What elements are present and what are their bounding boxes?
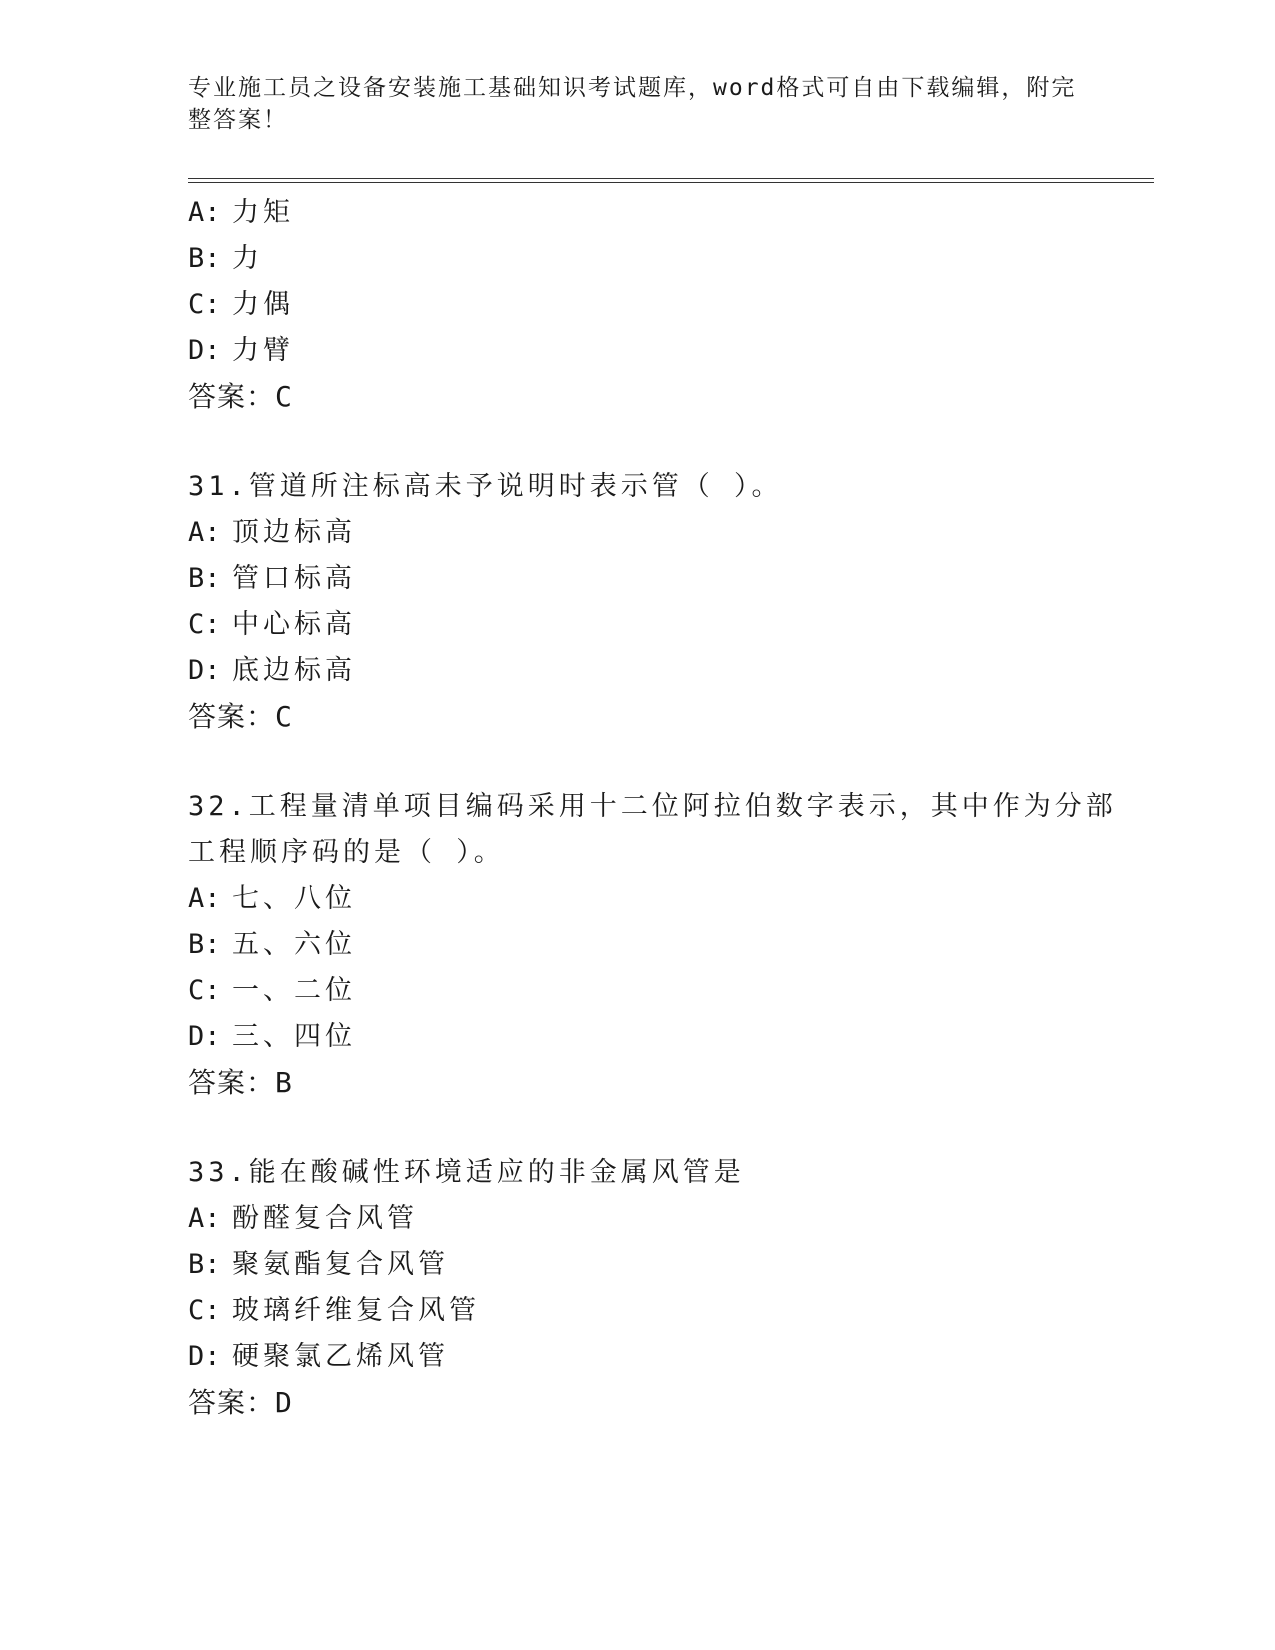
option-letter: A: — [188, 517, 221, 548]
option-letter: C: — [188, 289, 221, 320]
option-d — [188, 328, 1128, 374]
option-b — [188, 556, 1128, 602]
page-header — [188, 72, 1088, 136]
option-text: 三、四位 — [232, 1021, 356, 1052]
question-block-33 — [188, 1150, 1128, 1426]
option-letter: A: — [188, 1203, 221, 1234]
header-rule-top — [188, 178, 1154, 179]
option-c — [188, 968, 1128, 1014]
answer-line — [188, 694, 1128, 740]
header-rule-bottom — [188, 182, 1154, 183]
option-letter: B: — [188, 563, 221, 594]
option-a — [188, 1196, 1128, 1242]
answer-label: 答案： — [188, 1386, 276, 1419]
option-letter: D: — [188, 1341, 221, 1372]
option-text: 酚醛复合风管 — [232, 1203, 418, 1234]
option-d — [188, 1334, 1128, 1380]
option-text: 管口标高 — [232, 563, 356, 594]
answer-label: 答案： — [188, 1066, 276, 1099]
option-text: 一、二位 — [232, 975, 356, 1006]
header-text: 专业施工员之设备安装施工基础知识考试题库，word格式可自由下载编辑，附完整答案！ — [188, 75, 1077, 133]
question-stem: 33.能在酸碱性环境适应的非金属风管是 — [188, 1157, 745, 1188]
option-b — [188, 922, 1128, 968]
option-b — [188, 236, 1128, 282]
option-letter: A: — [188, 197, 221, 228]
option-letter: B: — [188, 1249, 221, 1280]
option-text: 硬聚氯乙烯风管 — [232, 1341, 449, 1372]
option-c — [188, 282, 1128, 328]
question-block-carryover — [188, 190, 1128, 420]
option-c — [188, 1288, 1128, 1334]
option-a — [188, 876, 1128, 922]
question-content — [188, 190, 1128, 1426]
option-text: 力 — [232, 243, 263, 274]
question-stem: 31.管道所注标高未予说明时表示管（ ）。 — [188, 471, 783, 502]
option-text: 五、六位 — [232, 929, 356, 960]
option-a — [188, 190, 1128, 236]
option-letter: C: — [188, 609, 221, 640]
question-block-32 — [188, 784, 1128, 1106]
answer-label: 答案： — [188, 380, 276, 413]
answer-value: D — [275, 1386, 293, 1419]
option-text: 玻璃纤维复合风管 — [232, 1295, 480, 1326]
option-letter: D: — [188, 1021, 221, 1052]
option-text: 力矩 — [232, 197, 294, 228]
option-text: 顶边标高 — [232, 517, 356, 548]
option-d — [188, 1014, 1128, 1060]
option-letter: D: — [188, 655, 221, 686]
option-text: 底边标高 — [232, 655, 356, 686]
option-letter: D: — [188, 335, 221, 366]
option-letter: B: — [188, 243, 221, 274]
option-letter: B: — [188, 929, 221, 960]
option-letter: C: — [188, 975, 221, 1006]
option-text: 中心标高 — [232, 609, 356, 640]
option-text: 力偶 — [232, 289, 294, 320]
answer-line — [188, 1060, 1128, 1106]
question-stem: 32.工程量清单项目编码采用十二位阿拉伯数字表示，其中作为分部工程顺序码的是（ ）。 — [188, 791, 1117, 868]
answer-value: B — [275, 1066, 293, 1099]
option-c — [188, 602, 1128, 648]
option-a — [188, 510, 1128, 556]
answer-value: C — [275, 380, 293, 413]
option-letter: C: — [188, 1295, 221, 1326]
answer-line — [188, 374, 1128, 420]
answer-line — [188, 1380, 1128, 1426]
option-d — [188, 648, 1128, 694]
option-text: 力臂 — [232, 335, 294, 366]
answer-value: C — [275, 700, 293, 733]
answer-label: 答案： — [188, 700, 276, 733]
option-text: 聚氨酯复合风管 — [232, 1249, 449, 1280]
option-b — [188, 1242, 1128, 1288]
question-block-31 — [188, 464, 1128, 740]
option-text: 七、八位 — [232, 883, 356, 914]
option-letter: A: — [188, 883, 221, 914]
